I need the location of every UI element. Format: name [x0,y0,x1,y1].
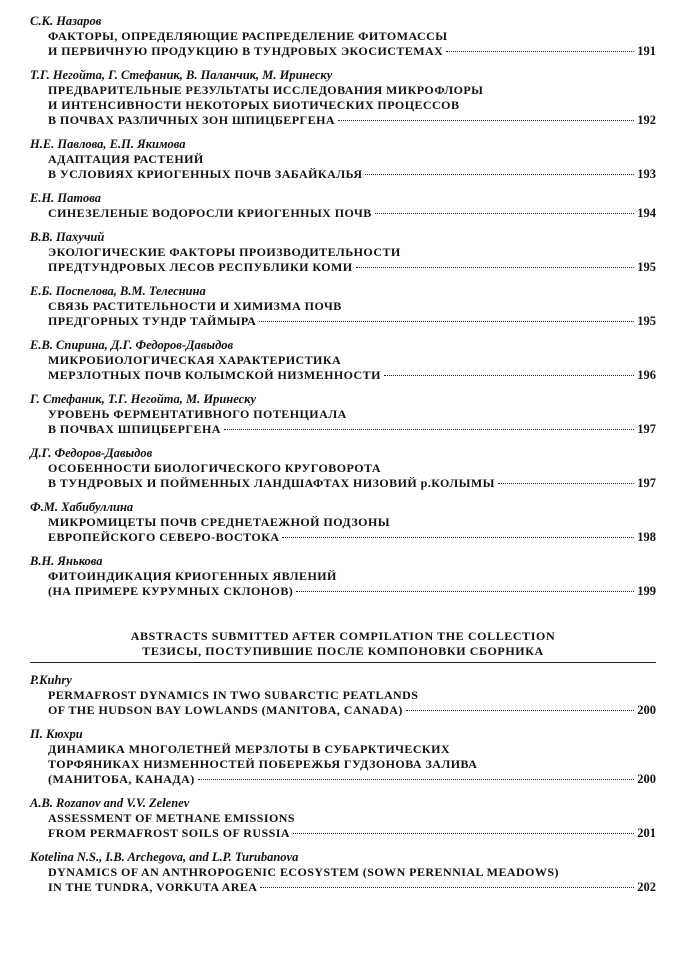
page-number: 193 [637,167,656,181]
contents-entry [30,554,656,599]
entry-title-line: ASSESSMENT OF METHANE EMISSIONS [48,811,296,825]
entry-authors: P.Kuhry [30,673,72,687]
entry-authors: Е.Б. Поспелова, В.М. Телеснина [30,284,206,298]
dot-leader [498,483,634,484]
entry-title-last-line [30,206,656,221]
entry-title-last-line [30,530,656,545]
page-number: 195 [637,260,656,274]
entry-title-line: ФИТОИНДИКАЦИЯ КРИОГЕННЫХ ЯВЛЕНИЙ [48,569,337,583]
page-number: 202 [637,880,656,894]
entry-title-line: СВЯЗЬ РАСТИТЕЛЬНОСТИ И ХИМИЗМА ПОЧВ [48,299,342,313]
contents-entry [30,191,656,221]
entry-title-line: OF THE HUDSON BAY LOWLANDS (MANITOBA, CANADA) [48,703,403,717]
entry-title-last-line [30,703,656,718]
dot-leader [296,591,634,592]
page-number: 191 [637,44,656,58]
entry-title-line: СИНЕЗЕЛЕНЫЕ ВОДОРОСЛИ КРИОГЕННЫХ ПОЧВ [48,206,372,220]
page-number: 194 [637,206,656,220]
dot-leader [406,710,634,711]
contents-entry [30,500,656,545]
entry-title-last-line [30,772,656,787]
entry-title-line: И ПЕРВИЧНУЮ ПРОДУКЦИЮ В ТУНДРОВЫХ ЭКОСИСТЕМАХ [48,44,444,58]
page-number: 199 [637,584,656,598]
dot-leader [293,833,634,834]
entry-title-last-line [30,314,656,329]
dot-leader [282,537,634,538]
page-number: 196 [637,368,656,382]
contents-entry [30,284,656,329]
entry-title-line: В ПОЧВАХ РАЗЛИЧНЫХ ЗОН ШПИЦБЕРГЕНА [48,113,335,127]
entry-title-line: МИКРОМИЦЕТЫ ПОЧВ СРЕДНЕТАЕЖНОЙ ПОДЗОНЫ [48,515,390,529]
entry-title-line: В ТУНДРОВЫХ И ПОЙМЕННЫХ ЛАНДШАФТАХ НИЗОВИЙ р.КОЛЫМЫ [48,476,495,490]
dot-leader [365,174,634,175]
entry-title-last-line [30,113,656,128]
page-number: 192 [637,113,656,127]
entry-title-line: ПРЕДТУНДРОВЫХ ЛЕСОВ РЕСПУБЛИКИ КОМИ [48,260,353,274]
contents-entry [30,446,656,491]
page-number: 200 [637,703,656,717]
dot-leader [356,267,635,268]
dot-leader [260,887,634,888]
entry-authors: Н.Е. Павлова, Е.П. Якимова [30,137,186,151]
dot-leader [446,51,634,52]
entry-authors: Г. Стефаник, Т.Г. Негойта, М. Иринеску [30,392,257,406]
entry-title-line: (НА ПРИМЕРЕ КУРУМНЫХ СКЛОНОВ) [48,584,294,598]
contents-list-top [30,14,656,599]
dot-leader [375,213,635,214]
entry-authors: С.К. Назаров [30,14,102,28]
entry-title-line: ЕВРОПЕЙСКОГО СЕВЕРО-ВОСТОКА [48,530,280,544]
entry-title-line: ДИНАМИКА МНОГОЛЕТНЕЙ МЕРЗЛОТЫ В СУБАРКТИЧЕСКИХ [48,742,450,756]
contents-entry [30,392,656,437]
entry-title-last-line [30,476,656,491]
entry-title-last-line [30,260,656,275]
entry-authors: Д.Г. Федоров-Давыдов [30,446,153,460]
entry-title-line: МЕРЗЛОТНЫХ ПОЧВ КОЛЫМСКОЙ НИЗМЕННОСТИ [48,368,381,382]
contents-entry [30,14,656,59]
entry-title-line: DYNAMICS OF AN ANTHROPOGENIC ECOSYSTEM (SOWN PERENNIAL MEADOWS) [48,865,559,879]
contents-entry [30,727,656,787]
contents-entry [30,796,656,841]
entry-title-line: IN THE TUNDRA, VORKUTA AREA [48,880,258,894]
entry-title-line: В УСЛОВИЯХ КРИОГЕННЫХ ПОЧВ ЗАБАЙКАЛЬЯ [48,167,363,181]
entry-title-line: МИКРОБИОЛОГИЧЕСКАЯ ХАРАКТЕРИСТИКА [48,353,342,367]
page-number: 197 [637,476,656,490]
entry-title-last-line [30,44,656,59]
entry-authors: В.Н. Янькова [30,554,103,568]
entry-title-line: PERMAFROST DYNAMICS IN TWO SUBARCTIC PEATLANDS [48,688,419,702]
entry-title-line: УРОВЕНЬ ФЕРМЕНТАТИВНОГО ПОТЕНЦИАЛА [48,407,347,421]
entry-authors: П. Кюхри [30,727,83,741]
dot-leader [384,375,634,376]
entry-title-line: И ИНТЕНСИВНОСТИ НЕКОТОРЫХ БИОТИЧЕСКИХ ПРОЦЕССОВ [48,98,460,112]
entry-title-last-line [30,826,656,841]
entry-authors: Ф.М. Хабибуллина [30,500,134,514]
contents-list-bottom [30,673,656,895]
entry-title-line: ПРЕДВАРИТЕЛЬНЫЕ РЕЗУЛЬТАТЫ ИССЛЕДОВАНИЯ МИКРОФЛОРЫ [48,83,484,97]
entry-title-line: FROM PERMAFROST SOILS OF RUSSIA [48,826,290,840]
entry-title-line: ОСОБЕННОСТИ БИОЛОГИЧЕСКОГО КРУГОВОРОТА [48,461,382,475]
entry-authors: A.B. Rozanov and V.V. Zelenev [30,796,190,810]
entry-title-last-line [30,368,656,383]
entry-authors: Е.Н. Патова [30,191,101,205]
section-heading [30,629,656,659]
contents-entry [30,230,656,275]
entry-title-line: ЭКОЛОГИЧЕСКИЕ ФАКТОРЫ ПРОИЗВОДИТЕЛЬНОСТИ [48,245,401,259]
contents-entry [30,338,656,383]
entry-authors: Е.В. Спирина, Д.Г. Федоров-Давыдов [30,338,234,352]
entry-title-line: АДАПТАЦИЯ РАСТЕНИЙ [48,152,204,166]
entry-title-line: ПРЕДГОРНЫХ ТУНДР ТАЙМЫРА [48,314,257,328]
entry-title-line: ФАКТОРЫ, ОПРЕДЕЛЯЮЩИЕ РАСПРЕДЕЛЕНИЕ ФИТОМАССЫ [48,29,448,43]
page-number: 197 [637,422,656,436]
entry-authors: Kotelina N.S., I.B. Archegova, and L.P. Turubanova [30,850,299,864]
entry-authors: Т.Г. Негойта, Г. Стефаник, В. Паланчик, М. Иринеску [30,68,333,82]
dot-leader [224,429,634,430]
dot-leader [338,120,634,121]
dot-leader [198,779,635,780]
page-number: 201 [637,826,656,840]
entry-title-last-line [30,167,656,182]
section-heading-russian: ТЕЗИСЫ, ПОСТУПИВШИЕ ПОСЛЕ КОМПОНОВКИ СБОРНИКА [142,644,544,658]
entry-title-line: ТОРФЯНИКАХ НИЗМЕННОСТЕЙ ПОБЕРЕЖЬЯ ГУДЗОНОВА ЗАЛИВА [48,757,478,771]
page-number: 198 [637,530,656,544]
section-heading-english: ABSTRACTS SUBMITTED AFTER COMPILATION THE COLLECTION [130,629,556,643]
contents-entry [30,68,656,128]
section-divider [30,662,656,663]
dot-leader [259,321,634,322]
entry-authors: В.В. Пахучий [30,230,105,244]
entry-title-last-line [30,584,656,599]
contents-entry [30,137,656,182]
entry-title-last-line [30,880,656,895]
contents-entry [30,673,656,718]
entry-title-line: (МАНИТОБА, КАНАДА) [48,772,195,786]
entry-title-last-line [30,422,656,437]
entry-title-line: В ПОЧВАХ ШПИЦБЕРГЕНА [48,422,221,436]
page-number: 195 [637,314,656,328]
page-number: 200 [637,772,656,786]
contents-entry [30,850,656,895]
